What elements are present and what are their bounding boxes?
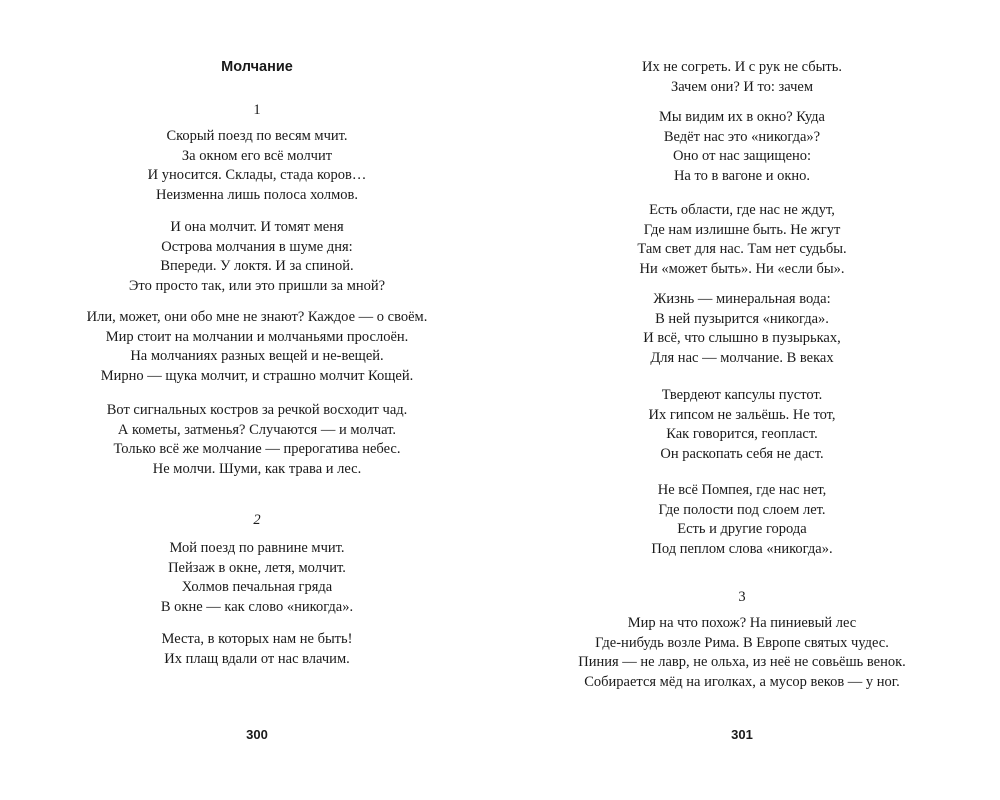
- verse-line: Скорый поезд по весям мчит.: [166, 128, 348, 144]
- verse-line: И уносится. Склады, стада коров…: [147, 167, 367, 183]
- verse-line: Впереди. У локтя. И за спиной.: [160, 258, 354, 274]
- verse-line: Холмов печальная гряда: [181, 579, 333, 595]
- verse-line: Их не согреть. И с рук не сбыть.: [642, 59, 842, 75]
- verse-line: Оно от нас защищено:: [672, 148, 812, 164]
- verse-line: Мы видим их в окно? Куда: [658, 109, 825, 125]
- verse-line: На то в вагоне и окно.: [673, 167, 811, 184]
- verse-line: Или, может, они обо мне не знают? Каждое — о своём.: [86, 309, 428, 325]
- stanza: [484, 201, 1000, 279]
- right-page: [500, 0, 1000, 800]
- stanza: [0, 127, 514, 205]
- verse-line: Жизнь — минеральная вода:: [653, 291, 831, 307]
- verse-line: И она молчит. И томят меня: [170, 219, 344, 235]
- stanza: [484, 58, 1000, 97]
- section-number: 2: [253, 512, 261, 528]
- verse-line: Только всё же молчание — прерогатива небес.: [113, 441, 401, 457]
- verse-line: Не всё Помпея, где нас нет,: [657, 482, 827, 498]
- verse-line: Есть и другие города: [677, 521, 807, 537]
- stanza: [484, 481, 1000, 559]
- section-number: 1: [253, 102, 261, 118]
- verse-line: За окном его всё молчит: [181, 147, 333, 164]
- page-number: 300: [246, 727, 268, 742]
- verse-line: Их гипсом не зальёшь. Не тот,: [648, 406, 836, 423]
- verse-line: На молчаниях разных вещей и не-вещей.: [130, 348, 384, 364]
- stanza: [0, 401, 514, 479]
- verse-line: Не молчи. Шуми, как трава и лес.: [152, 460, 362, 477]
- stanza: [484, 290, 1000, 368]
- verse-line: И всё, что слышно в пузырьках,: [643, 330, 841, 346]
- verse-line: Вот сигнальных костров за речкой восходит чад.: [106, 402, 408, 418]
- verse-line: В окне — как слово «никогда».: [160, 598, 354, 615]
- page-number: 301: [731, 727, 753, 742]
- stanza: [0, 218, 514, 296]
- stanza: [0, 539, 514, 617]
- verse-line: Где-нибудь возле Рима. В Европе святых чудес.: [595, 634, 889, 651]
- verse-line: Мой поезд по равнине мчит.: [169, 540, 345, 556]
- verse-line: Пиния — не лавр, не ольха, из неё не совьёшь венок.: [578, 654, 906, 670]
- verse-line: Как говорится, геопласт.: [666, 426, 818, 442]
- stanza: [0, 308, 514, 386]
- verse-line: Места, в которых нам не быть!: [161, 631, 353, 647]
- verse-line: Острова молчания в шуме дня:: [161, 238, 353, 255]
- verse-line: Мир стоит на молчании и молчаньями прослоён.: [105, 328, 409, 345]
- verse-line: Неизменна лишь полоса холмов.: [155, 186, 358, 203]
- section-number: 3: [738, 589, 746, 605]
- verse-line: Это просто так, или это пришли за мной?: [128, 277, 386, 294]
- verse-line: Мирно — щука молчит, и страшно молчит Кощей.: [100, 367, 414, 384]
- verse-line: Твердеют капсулы пустот.: [661, 387, 823, 403]
- poem-title: Молчание: [221, 59, 293, 75]
- stanza: [484, 386, 1000, 464]
- stanza: [484, 108, 1000, 186]
- verse-line: Ведёт нас это «никогда»?: [663, 128, 821, 145]
- verse-line: Под пеплом слова «никогда».: [651, 540, 833, 557]
- stanza: [0, 630, 514, 669]
- verse-line: Их плащ вдали от нас влачим.: [164, 650, 350, 667]
- verse-line: Ни «может быть». Ни «если бы».: [639, 260, 845, 277]
- verse-line: Там свет для нас. Там нет судьбы.: [637, 241, 847, 257]
- verse-line: Мир на что похож? На пиниевый лес: [627, 615, 857, 631]
- verse-line: Он раскопать себя не даст.: [660, 445, 824, 462]
- verse-line: Собирается мёд на иголках, а мусор веков — у ног.: [584, 673, 900, 690]
- verse-line: Есть области, где нас не ждут,: [649, 202, 835, 218]
- verse-line: В ней пузырится «никогда».: [655, 310, 829, 327]
- verse-line: Пейзаж в окне, летя, молчит.: [168, 559, 346, 576]
- verse-line: Где полости под слоем лет.: [658, 501, 826, 518]
- verse-line: Для нас — молчание. В веках: [650, 349, 834, 366]
- verse-line: Где нам излишне быть. Не жгут: [643, 221, 841, 238]
- stanza: [484, 614, 1000, 692]
- verse-line: А кометы, затменья? Случаются — и молчат.: [117, 421, 397, 438]
- verse-line: Зачем они? И то: зачем: [670, 78, 814, 95]
